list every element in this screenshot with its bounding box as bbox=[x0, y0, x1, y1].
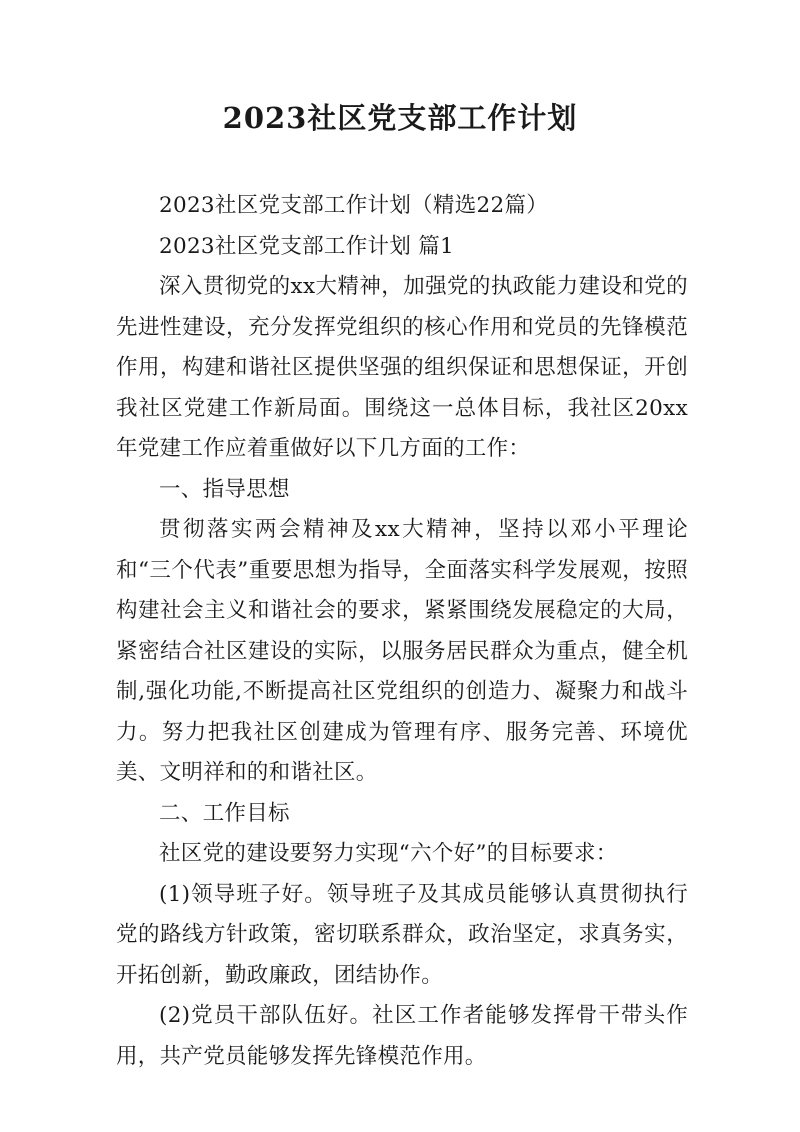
subtitle-line: 2023社区党支部工作计划（精选22篇） bbox=[159, 193, 549, 218]
document-title: 2023社区党支部工作计划 bbox=[222, 101, 578, 135]
section-heading-article-1: 2023社区党支部工作计划 篇1 bbox=[159, 233, 455, 259]
intro-paragraph: 深入贯彻党的xx大精神，加强党的执政能力建设和党的先进性建设，充分发挥党组织的核心作用和党员的先锋模范作用，构建和谐社区提供坚强的组织保证和思想保证，开创我社区党建工作新局面。围绕这一总体目标，我社区20xx年党建工作应着重做好以下几方面的工作： bbox=[116, 274, 688, 461]
goal-item-1: (1)领导班子好。领导班子及其成员能够认真贯彻执行党的路线方针政策，密切联系群众，政治坚定，求真务实，开拓创新，勤政廉政，团结协作。 bbox=[116, 881, 688, 988]
work-goals-intro: 社区党的建设要努力实现“六个好”的目标要求： bbox=[159, 841, 618, 866]
goal-item-2: (2)党员干部队伍好。社区工作者能够发挥骨干带头作用，共产党员能够发挥先锋模范作用。 bbox=[116, 1003, 688, 1069]
guiding-ideology-paragraph: 贯彻落实两会精神及xx大精神，坚持以邓小平理论和“三个代表”重要思想为指导，全面落实科学发展观，按照构建社会主义和谐社会的要求，紧紧围绕发展稳定的大局，紧密结合社区建设的实际，以服务居民群众为重点，健全机制,强化功能,不断提高社区党组织的创造力、凝聚力和战斗力。努力把我社区创建成为管理有序、服务完善、环境优美、文明祥和的和谐社区。 bbox=[116, 517, 688, 785]
heading-work-goals: 二、工作目标 bbox=[159, 800, 290, 826]
heading-guiding-ideology: 一、指导思想 bbox=[159, 476, 290, 502]
document-body bbox=[116, 186, 688, 1077]
